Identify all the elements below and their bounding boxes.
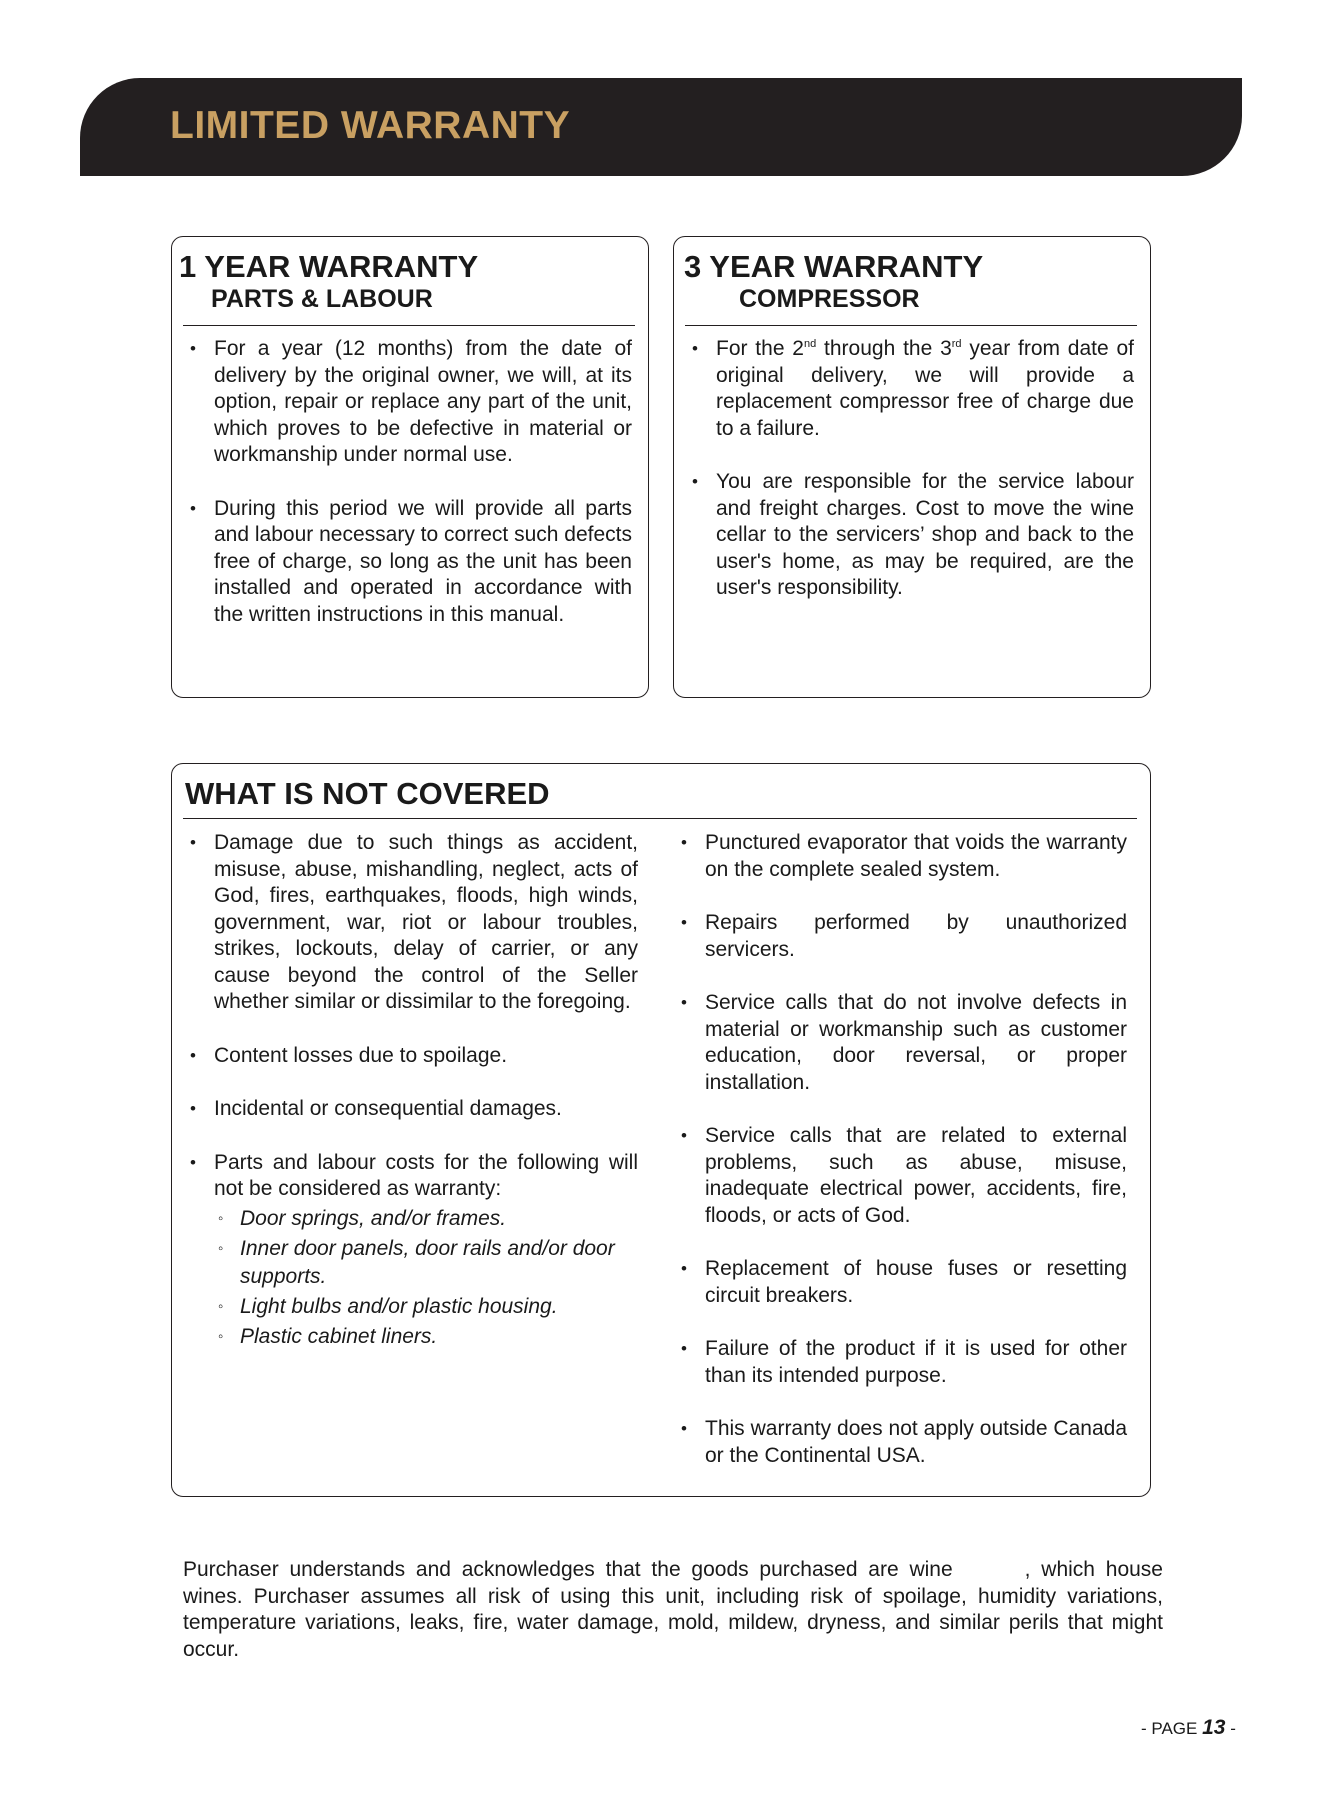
one-year-title: 1 YEAR WARRANTY bbox=[179, 249, 479, 284]
sub-list-item: ◦ Door springs, and/or frames. bbox=[214, 1205, 638, 1233]
not-covered-title: WHAT IS NOT COVERED bbox=[185, 776, 550, 811]
list-item: • Punctured evaporator that voids the warranty on the complete sealed system. bbox=[679, 830, 1127, 883]
list-item: • Replacement of house fuses or resetting circuit breakers. bbox=[679, 1256, 1127, 1309]
page-number: - PAGE 13 - bbox=[1141, 1716, 1236, 1739]
list-item: • For the 2nd through the 3rd year from date of original delivery, we will provide a replacement compressor free of charge due to a failure. bbox=[690, 336, 1134, 442]
divider bbox=[685, 325, 1137, 326]
sub-list-item: ◦ Light bulbs and/or plastic housing. bbox=[214, 1293, 638, 1321]
divider bbox=[183, 325, 635, 326]
list-item: • Incidental or consequential damages. bbox=[188, 1096, 638, 1123]
purchaser-acknowledgement: Purchaser understands and acknowledges that the goods purchased are wine , which house wines. Purchaser assumes all risk of using this unit, including risk of spoilage, humidity variations, temperature variations, leaks, fire, water damage, mold, mildew, dryness, and similar perils that might occur. bbox=[183, 1558, 1163, 1661]
list-item: • Service calls that are related to external problems, such as abuse, misuse, inadequate electrical power, accidents, fire, floods, or acts of God. bbox=[679, 1123, 1127, 1229]
parts-intro: Parts and labour costs for the following will not be considered as warranty: bbox=[214, 1150, 638, 1200]
list-item: • During this period we will provide all parts and labour necessary to correct such defects free of charge, so long as the unit has been installed and operated in accordance with the written instructions in this manual. bbox=[188, 496, 632, 629]
three-year-subtitle: COMPRESSOR bbox=[739, 285, 920, 313]
list-item: • Content losses due to spoilage. bbox=[188, 1043, 638, 1070]
three-year-bullet-list bbox=[690, 336, 1134, 602]
sub-list-item: ◦ Inner door panels, door rails and/or door supports. bbox=[214, 1235, 638, 1291]
page-title: LIMITED WARRANTY bbox=[170, 104, 571, 147]
parts-sub-list bbox=[214, 1205, 638, 1351]
three-year-warranty-box bbox=[673, 236, 1151, 698]
not-covered-left-list bbox=[188, 830, 638, 1351]
list-item: • Repairs performed by unauthorized servicers. bbox=[679, 910, 1127, 963]
one-year-bullet-list bbox=[188, 336, 632, 628]
list-item: • For a year (12 months) from the date of delivery by the original owner, we will, at its option, repair or replace any part of the unit, which proves to be defective in material or workmanship under normal use. bbox=[188, 336, 632, 469]
not-covered-box bbox=[171, 763, 1151, 1497]
list-item: • This warranty does not apply outside Canada or the Continental USA. bbox=[679, 1416, 1127, 1469]
three-year-title: 3 YEAR WARRANTY bbox=[684, 249, 984, 284]
divider bbox=[183, 818, 1137, 819]
not-covered-right-list bbox=[679, 830, 1127, 1469]
list-item: • Damage due to such things as accident, misuse, abuse, mishandling, neglect, acts of God, fires, earthquakes, floods, high winds, government, war, riot or labour troubles, strikes, lockouts, delay of carrier, or any cause beyond the control of the Seller whether similar or dissimilar to the foregoing. bbox=[188, 830, 638, 1016]
one-year-subtitle: PARTS & LABOUR bbox=[211, 285, 433, 313]
one-year-warranty-box bbox=[171, 236, 649, 698]
header-bar bbox=[80, 78, 1242, 176]
list-item: • Service calls that do not involve defects in material or workmanship such as customer education, door reversal, or proper installation. bbox=[679, 990, 1127, 1096]
list-item: • You are responsible for the service labour and freight charges. Cost to move the wine cellar to the servicers’ shop and back to the user's home, as may be required, are the user's responsibility. bbox=[690, 469, 1134, 602]
list-item bbox=[188, 1150, 638, 1351]
list-item: • Failure of the product if it is used for other than its intended purpose. bbox=[679, 1336, 1127, 1389]
sub-list-item: ◦ Plastic cabinet liners. bbox=[214, 1323, 638, 1351]
